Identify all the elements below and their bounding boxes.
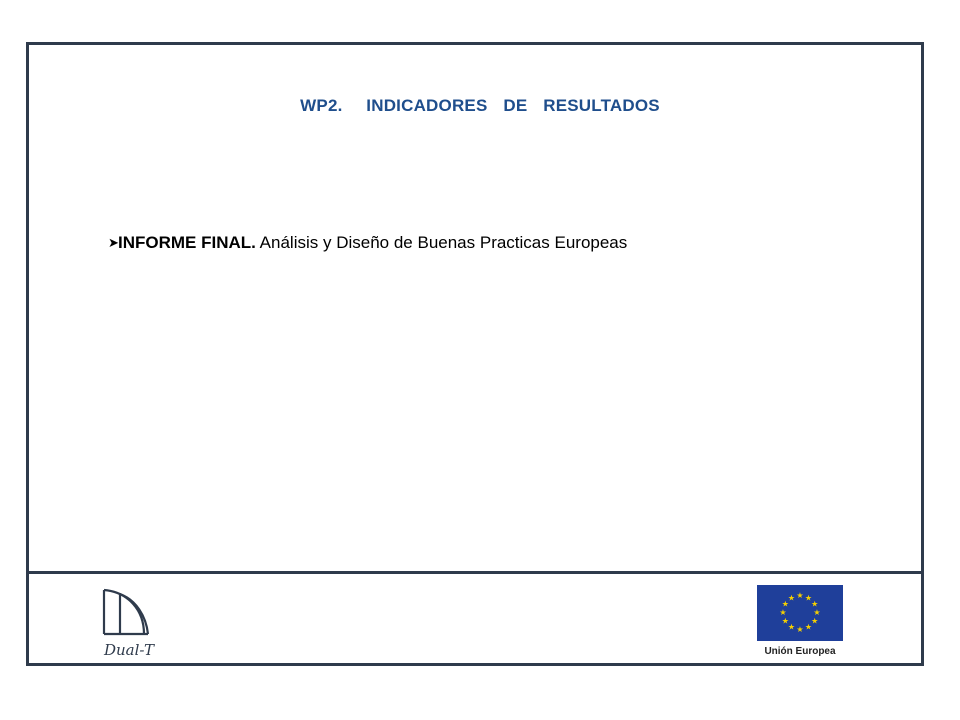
svg-text:★: ★ <box>796 591 804 600</box>
svg-text:★: ★ <box>787 622 796 632</box>
arrow-bullet-icon: ➤ <box>108 235 119 250</box>
svg-text:★: ★ <box>781 599 789 609</box>
bullet-text: Análisis y Diseño de Buenas Practicas Europeas <box>255 233 628 252</box>
svg-text:★: ★ <box>804 593 813 603</box>
bullet-bold-text: INFORME FINAL. <box>118 233 256 252</box>
svg-text:★: ★ <box>813 608 821 617</box>
svg-text:★: ★ <box>804 622 813 632</box>
slide-title: WP2. INDICADORES DE RESULTADOS <box>300 96 660 115</box>
dual-t-logo-text: Dual-T <box>104 641 154 659</box>
eu-logo-text: Unión Europea <box>764 646 836 657</box>
footer-divider <box>26 571 924 574</box>
eu-stars-icon <box>757 585 843 641</box>
svg-text:★: ★ <box>811 599 819 609</box>
svg-text:★: ★ <box>796 625 804 634</box>
eu-flag-icon <box>757 585 843 641</box>
svg-text:★: ★ <box>781 616 789 626</box>
svg-text:★: ★ <box>787 593 796 603</box>
svg-text:★: ★ <box>811 616 819 626</box>
svg-text:★: ★ <box>779 608 787 617</box>
bullet-item <box>108 233 627 253</box>
